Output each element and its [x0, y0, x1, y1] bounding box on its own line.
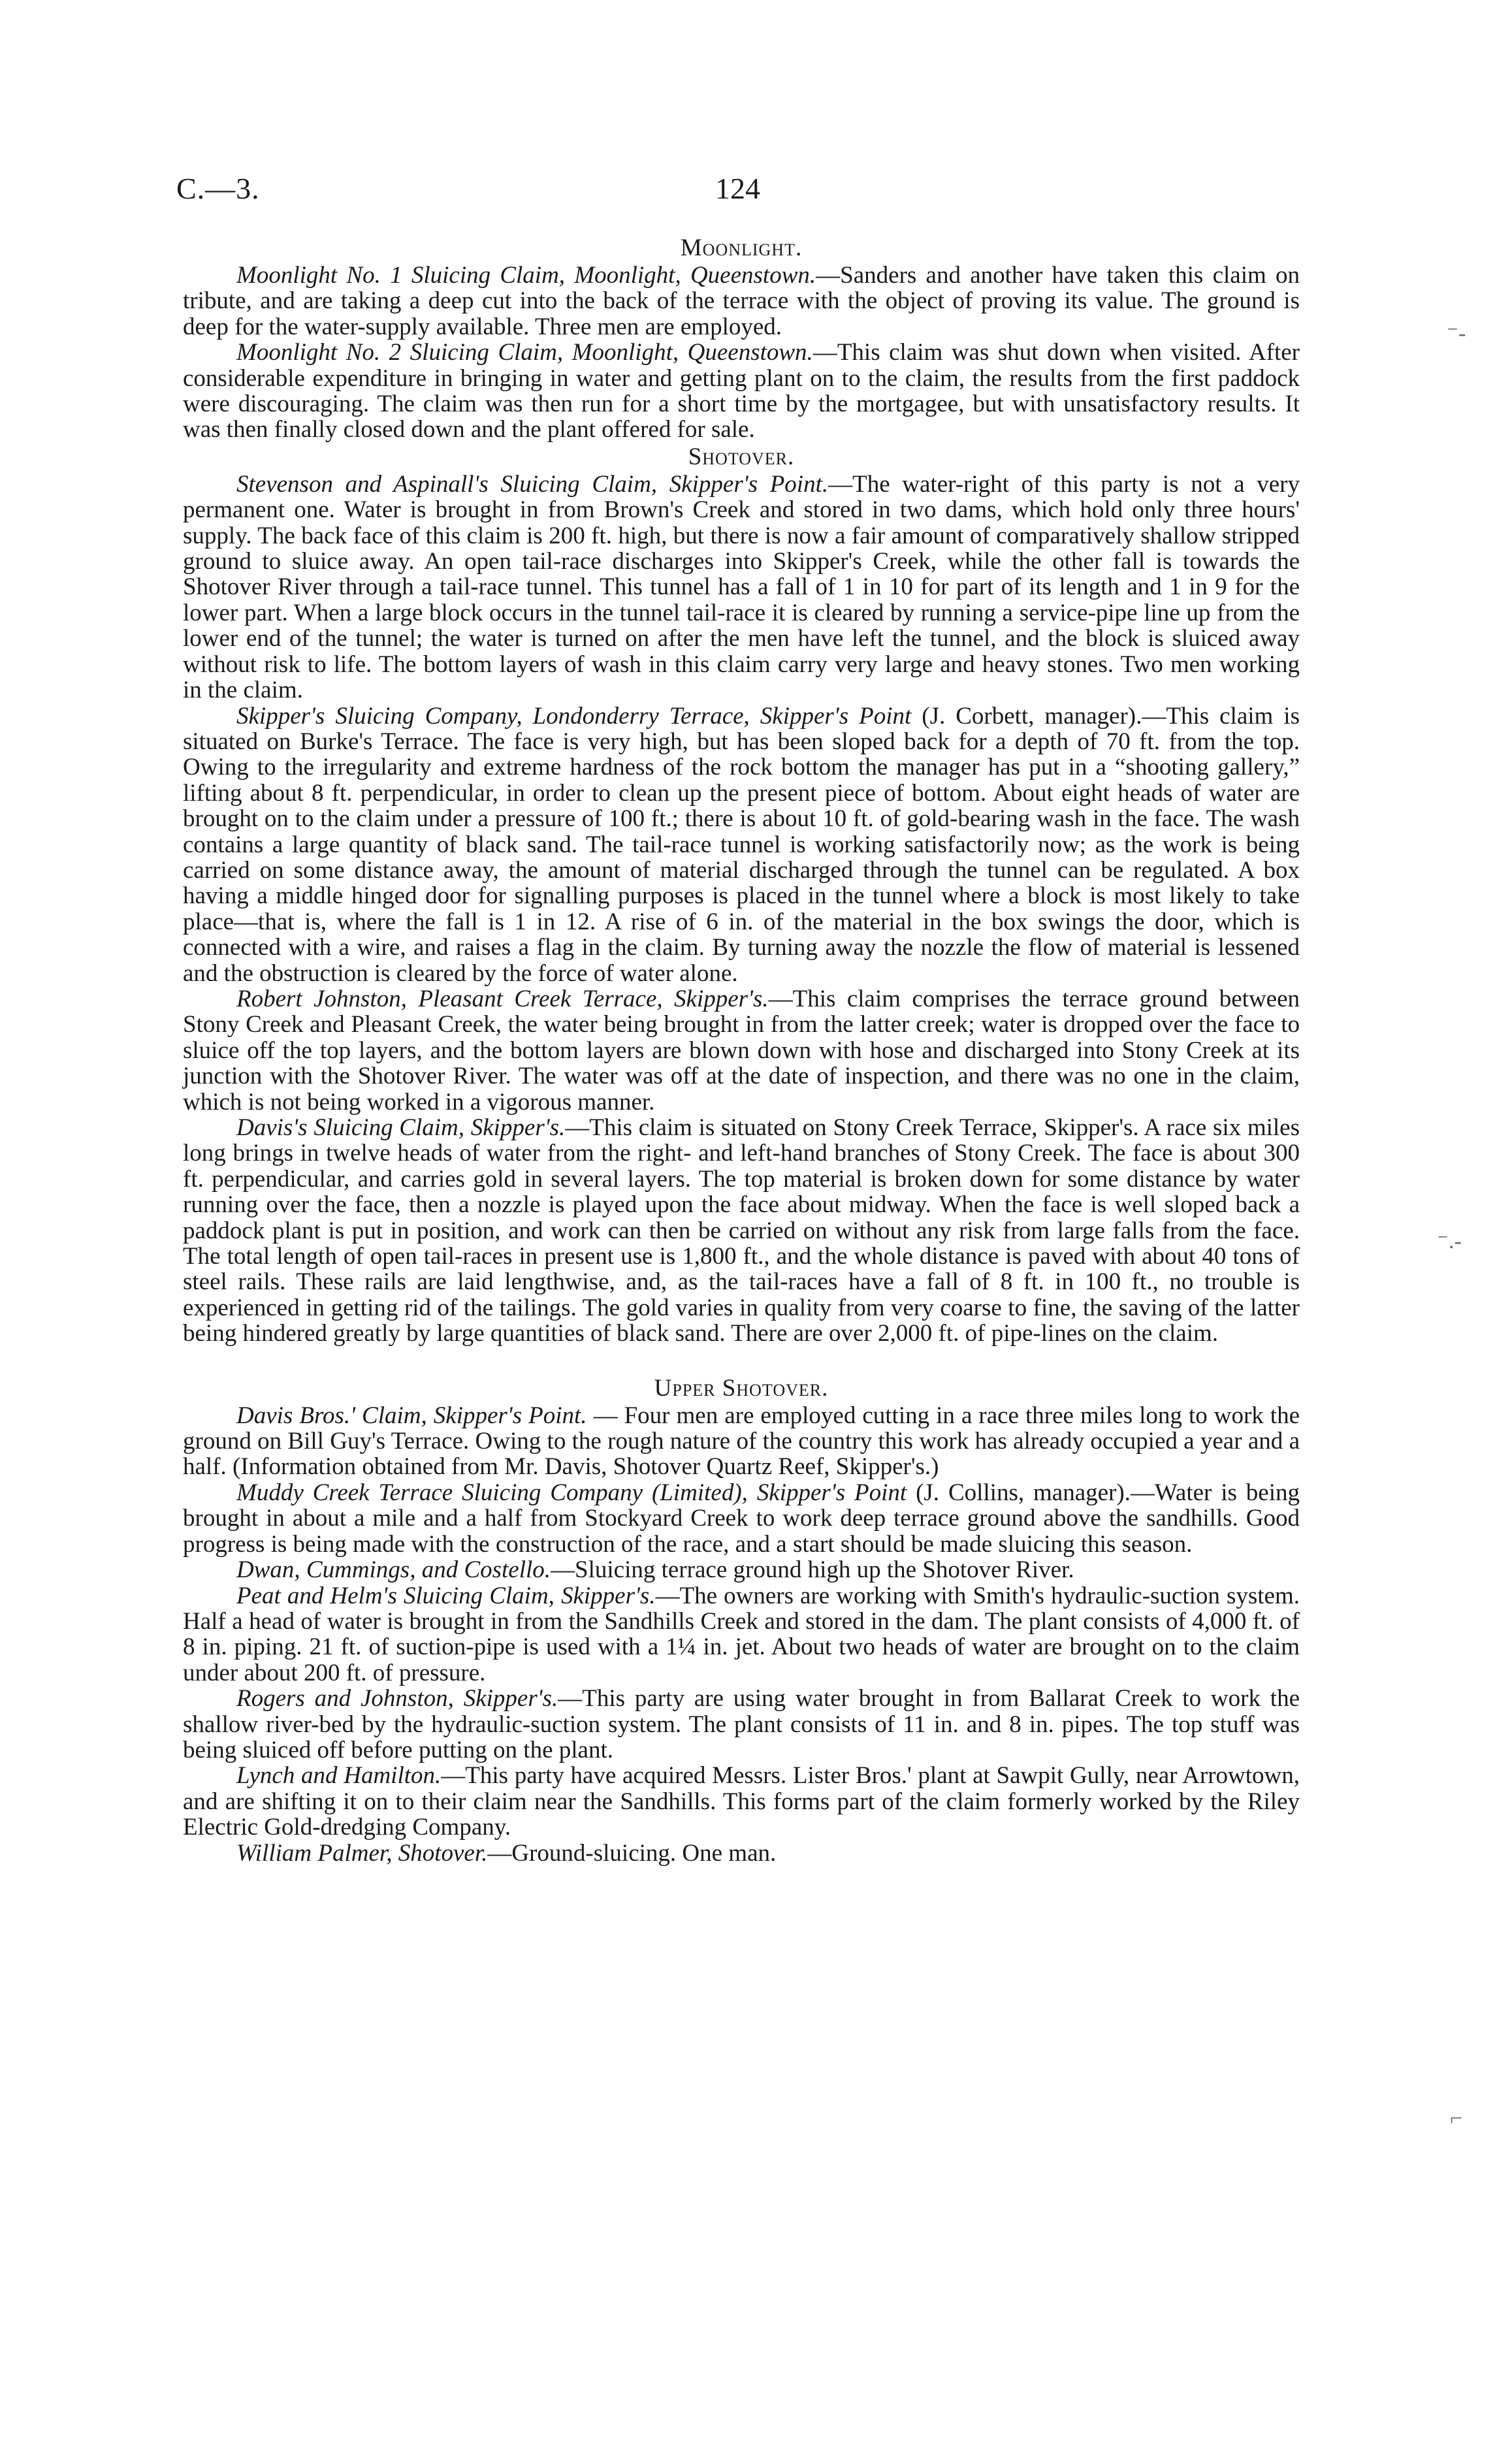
claim-name: Moonlight No. 1 Sluicing Claim, Moonlight, Queenstown.	[236, 262, 816, 289]
paragraph-text: (J. Corbett, manager).—This claim is situated on Burke's Terrace. The face is very high, but has been sloped back for a depth of 70 ft. from the top. Owing to the irregularity and extreme hardness of the rock bottom the manager has put in a “shooting gallery,” lifting about 8 ft. perpendicular, in order to clean up the present piece of bottom. About eight heads of water are brought on to the claim under a pressure of 100 ft.; there is about 10 ft. of gold-bearing wash in the face. The wash contains a large quantity of black sand. The tail-race tunnel is working satisfactorily now; as the work is being carried on some distance away, the amount of material discharged through the tunnel can be regulated. A box having a middle hinged door for signalling purposes is placed in the tunnel where a block is most likely to take place—that is, where the fall is 1 in 12. A rise of 6 in. of the material in the box swings the door, which is connected with a wire, and raises a flag in the claim. By turning away the nozzle the flow of material is lessened and the obstruction is cleared by the force of water alone.	[183, 702, 1300, 987]
claim-name: Stevenson and Aspinall's Sluicing Claim, Skipper's Point.	[236, 470, 829, 498]
paragraph-text: —The water-right of this party is not a very permanent one. Water is brought in from Brown's Creek and stored in two dams, which hold only three hours' supply. The back face of this claim is 200 ft. high, but there is now a fair amount of comparatively shallow stripped ground to sluice away. An open tail-race discharges into Skipper's Creek, while the other fall is towards the Shotover River through a tail-race tunnel. This tunnel has a fall of 1 in 10 for part of its length and 1 in 9 for the lower part. When a large block occurs in the tunnel tail-race it is cleared by running a service-pipe line up from the lower end of the tunnel; the water is turned on after the men have left the tunnel, and the block is sluiced away without risk to life. The bottom layers of wash in this claim carry very large and heavy stones. Two men working in the claim.	[183, 470, 1300, 704]
claim-name: Muddy Creek Terrace Sluicing Company (Limited), Skipper's Point	[236, 1479, 907, 1506]
paragraph-text: —Sanders and another have taken this claim on tribute, and are taking a deep cut into the back of the terrace with the object of proving its value. The ground is deep for the water-supply available. Three men are employed.	[183, 262, 1300, 340]
paragraph-text: —This party are using water brought in from Ballarat Creek to work the shallow river-bed by the hydraulic-suction system. The plant consists of 11 in. and 8 in. pipes. The top stuff was being sluiced off before putting on the plant.	[183, 1685, 1300, 1763]
claim-name: William Palmer, Shotover.	[236, 1839, 488, 1867]
paragraph-text: —This claim comprises the terrace ground between Stony Creek and Pleasant Creek, the water being brought in from the latter creek; water is dropped over the face to sluice off the top layers, and the bottom layers are blown down with hose and discharged into Stony Creek at its junction with the Shotover River. The water was off at the date of inspection, and there was no one in the claim, which is not being worked in a vigorous manner.	[183, 985, 1300, 1116]
paragraph	[183, 472, 1300, 703]
page-number: 124	[715, 172, 760, 205]
margin-mark: ⁻.‐	[1437, 1229, 1462, 1253]
paragraph-text: —This claim is situated on Stony Creek Terrace, Skipper's. A race six miles long brings in twelve heads of water from the right- and left-hand branches of Stony Creek. The face is about 300 ft. perpendicular, and carries gold in several layers. The top material is broken down for some distance by water running over the face, then a nozzle is played upon the face about midway. When the face is well sloped back a paddock plant is put in position, and work can then be carried on without any risk from large falls from the face. The total length of open tail-races in present use is 1,800 ft., and the whole distance is paved with about 40 tons of steel rails. These rails are laid lengthwise, and, as the tail-races have a fall of 8 ft. in 100 ft., no trouble is experienced in getting rid of the tailings. The gold varies in quality from very coarse to fine, the saving of the latter being hindered greatly by large quantities of black sand. There are over 2,000 ft. of pipe-lines on the claim.	[183, 1114, 1300, 1347]
page-body	[183, 234, 1300, 1866]
claim-name: Lynch and Hamilton.	[236, 1762, 442, 1790]
paragraph-text: (J. Collins, manager).—Water is being brought in about a mile and a half from Stockyard Creek to work deep terrace ground above the sandhills. Good progress is being made with the construction of the race, and a start should be made sluicing this season.	[183, 1479, 1300, 1558]
paragraph	[183, 1686, 1300, 1763]
claim-name: Moonlight No. 2 Sluicing Claim, Moonlight, Queenstown.	[236, 339, 813, 366]
paragraph-text: —This claim was shut down when visited. After considerable expenditure in bringing in water and getting plant on to the claim, the results from the first paddock were discouraging. The claim was then run for a short time by the mortgagee, but with unsatisfactory results. It was then finally closed down and the plant offered for sale.	[183, 339, 1300, 443]
paragraph	[183, 1115, 1300, 1347]
paragraph	[183, 1557, 1300, 1583]
paragraph	[183, 340, 1300, 443]
paragraph	[183, 263, 1300, 340]
section-heading-upper-shotover: Upper Shotover.	[654, 1374, 829, 1402]
claim-name: Davis Bros.' Claim, Skipper's Point.	[236, 1402, 587, 1429]
paragraph-text: —The owners are working with Smith's hydraulic-suction system. Half a head of water is brought in from the Sandhills Creek and stored in the dam. The plant consists of 4,000 ft. of 8 in. piping. 21 ft. of suction-pipe is used with a 1¼ in. jet. About two heads of water are brought on to the claim under about 200 ft. of pressure.	[183, 1582, 1300, 1686]
claim-name: Skipper's Sluicing Company, Londonderry Terrace, Skipper's Point	[236, 702, 912, 730]
margin-mark: ⁻‐	[1447, 321, 1466, 346]
claim-name: Rogers and Johnston, Skipper's.	[236, 1685, 558, 1713]
margin-mark: ⌐	[1450, 2106, 1463, 2131]
paragraph	[183, 986, 1300, 1115]
paragraph	[183, 703, 1300, 986]
paragraph	[183, 1403, 1300, 1480]
paragraph-text: —Ground-sluicing. One man.	[487, 1839, 777, 1867]
claim-name: Davis's Sluicing Claim, Skipper's.	[236, 1114, 566, 1141]
section-heading-shotover: Shotover.	[688, 443, 795, 470]
claim-name: Peat and Helm's Sluicing Claim, Skipper's.	[236, 1582, 656, 1609]
claim-name: Dwan, Cummings, and Costello.	[236, 1556, 551, 1584]
paragraph-text: —Sluicing terrace ground high up the Shotover River.	[551, 1556, 1074, 1584]
claim-name: Robert Johnston, Pleasant Creek Terrace, Skipper's.	[236, 985, 769, 1012]
paragraph-text: —This party have acquired Messrs. Lister Bros.' plant at Sawpit Gully, near Arrowtown, and are shifting it on to their claim near the Sandhills. This forms part of the claim formerly worked by the Riley Electric Gold-dredging Company.	[183, 1762, 1300, 1841]
report-code: C.—3.	[176, 172, 260, 205]
paragraph	[183, 1763, 1300, 1840]
paragraph	[183, 1480, 1300, 1557]
paragraph-text: — Four men are employed cutting in a race three miles long to work the ground on Bill Guy's Terrace. Owing to the rough nature of the country this work has already occupied a year and a half. (Information obtained from Mr. Davis, Shotover Quartz Reef, Skipper's.)	[183, 1402, 1300, 1481]
section-heading-moonlight: Moonlight.	[680, 234, 803, 261]
paragraph	[183, 1841, 1300, 1866]
paragraph	[183, 1583, 1300, 1686]
